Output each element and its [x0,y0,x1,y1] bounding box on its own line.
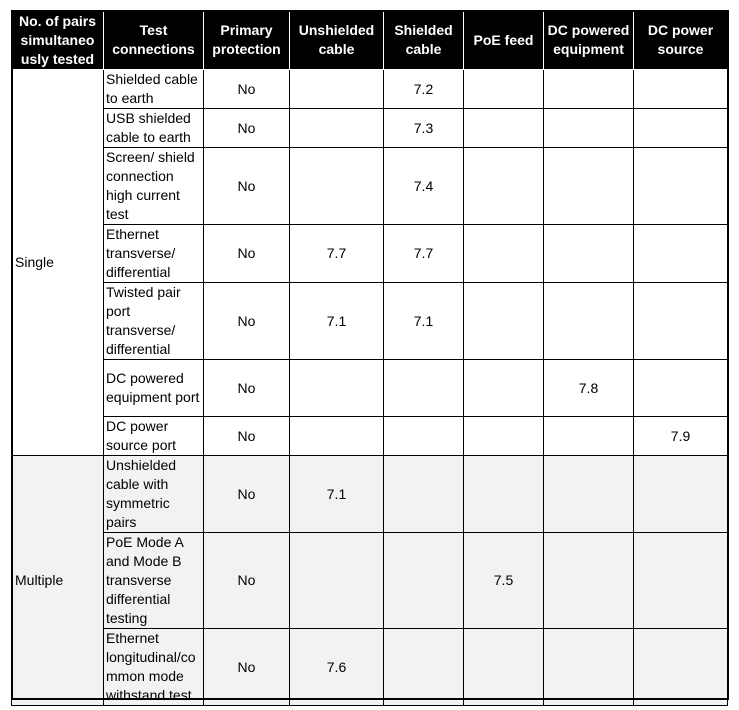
dc-power-source-cell [634,283,728,360]
dc-power-source-cell [634,109,728,148]
pairs-tested-cell: Multiple [12,456,104,706]
test-connection-cell: DC power source port [104,417,204,456]
dc-power-source-cell [634,629,728,706]
primary-protection-cell: No [204,70,290,109]
test-connection-cell: Unshielded cable with symmetric pairs [104,456,204,533]
table-row [12,417,728,456]
table-row [12,533,728,629]
dc-power-source-cell: 7.9 [634,417,728,456]
unshielded-cable-cell [290,533,384,629]
dc-powered-equipment-cell: 7.8 [544,360,634,417]
header-poe-feed: PoE feed [464,11,544,70]
dc-power-source-cell [634,360,728,417]
primary-protection-cell: No [204,533,290,629]
test-connection-cell: Ethernet transverse/ differential [104,225,204,283]
header-pairs-tested: No. of pairs simultaneo usly tested [12,11,104,70]
poe-feed-cell [464,456,544,533]
primary-protection-cell: No [204,417,290,456]
unshielded-cable-cell: 7.7 [290,225,384,283]
dc-power-source-cell [634,533,728,629]
primary-protection-cell: No [204,109,290,148]
shielded-cable-cell [384,533,464,629]
poe-feed-cell [464,70,544,109]
primary-protection-cell: No [204,148,290,225]
poe-feed-cell [464,629,544,706]
header-dc-power-source: DC power source [634,11,728,70]
dc-powered-equipment-cell [544,109,634,148]
table-row [12,629,728,706]
dc-power-source-cell [634,225,728,283]
dc-powered-equipment-cell [544,148,634,225]
table-row [12,456,728,533]
unshielded-cable-cell [290,360,384,417]
table-row [12,70,728,109]
test-connection-cell: Screen/ shield connection high current test [104,148,204,225]
dc-powered-equipment-cell [544,283,634,360]
shielded-cable-cell: 7.1 [384,283,464,360]
shielded-cable-cell [384,456,464,533]
unshielded-cable-cell [290,109,384,148]
unshielded-cable-cell [290,417,384,456]
test-connection-cell: PoE Mode A and Mode B transverse differential testing [104,533,204,629]
primary-protection-cell: No [204,225,290,283]
poe-feed-cell [464,360,544,417]
dc-powered-equipment-cell [544,225,634,283]
shielded-cable-cell: 7.3 [384,109,464,148]
test-connection-cell: DC powered equipment port [104,360,204,417]
poe-feed-cell [464,148,544,225]
pairs-tested-cell: Single [12,70,104,456]
dc-powered-equipment-cell [544,70,634,109]
dc-power-source-cell [634,456,728,533]
poe-feed-cell [464,109,544,148]
poe-feed-cell [464,417,544,456]
header-row [12,11,728,70]
dc-powered-equipment-cell [544,629,634,706]
primary-protection-cell: No [204,456,290,533]
unshielded-cable-cell [290,70,384,109]
primary-protection-cell: No [204,360,290,417]
shielded-cable-cell [384,360,464,417]
unshielded-cable-cell: 7.6 [290,629,384,706]
table-body [12,70,728,706]
header-primary-protection: Primary protection [204,11,290,70]
header-test-connections: Test connections [104,11,204,70]
unshielded-cable-cell: 7.1 [290,283,384,360]
shielded-cable-cell: 7.7 [384,225,464,283]
shielded-cable-cell: 7.2 [384,70,464,109]
primary-protection-cell: No [204,283,290,360]
poe-feed-cell [464,225,544,283]
test-connection-cell: Shielded cable to earth [104,70,204,109]
test-connection-cell: Twisted pair port transverse/ differential [104,283,204,360]
poe-feed-cell: 7.5 [464,533,544,629]
test-connection-cell: Ethernet longitudinal/co mmon mode withstand test [104,629,204,706]
dc-powered-equipment-cell [544,456,634,533]
table-row [12,360,728,417]
shielded-cable-cell [384,417,464,456]
header-unshielded-cable: Unshielded cable [290,11,384,70]
shielded-cable-cell [384,629,464,706]
dc-powered-equipment-cell [544,417,634,456]
poe-feed-cell [464,283,544,360]
shielded-cable-cell: 7.4 [384,148,464,225]
table-row [12,109,728,148]
unshielded-cable-cell: 7.1 [290,456,384,533]
header-shielded-cable: Shielded cable [384,11,464,70]
table-row [12,225,728,283]
table-row [12,283,728,360]
test-connections-table [11,10,728,706]
unshielded-cable-cell [290,148,384,225]
dc-powered-equipment-cell [544,533,634,629]
dc-power-source-cell [634,70,728,109]
dc-power-source-cell [634,148,728,225]
header-dc-powered-equipment: DC powered equipment [544,11,634,70]
primary-protection-cell: No [204,629,290,706]
table-row [12,148,728,225]
test-connection-cell: USB shielded cable to earth [104,109,204,148]
